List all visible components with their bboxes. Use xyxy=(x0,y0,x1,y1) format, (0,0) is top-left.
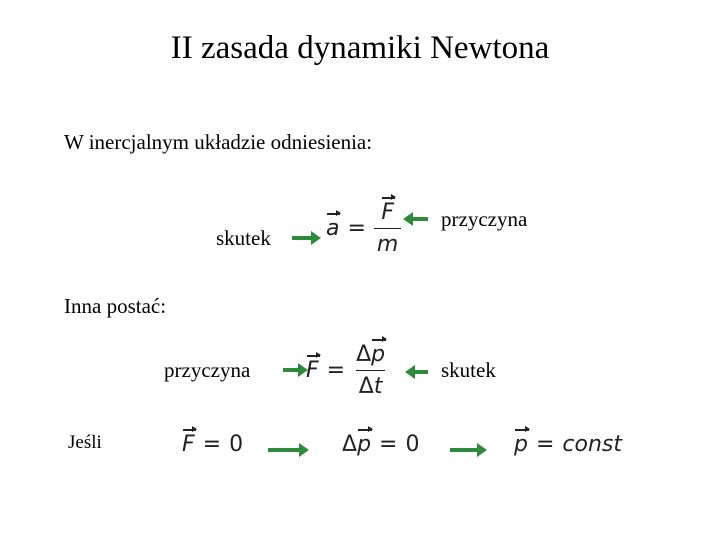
row2-lhs: F xyxy=(306,358,319,383)
row2-cause-label: przyczyna xyxy=(164,358,251,382)
row2-right-arrow-icon xyxy=(283,368,299,372)
row3-const: const xyxy=(562,432,622,457)
row3-dp-var: p xyxy=(357,432,372,457)
row1-right-arrow-icon xyxy=(292,236,312,240)
row2-equals: = xyxy=(326,358,346,383)
row2-num-var: p xyxy=(371,342,386,367)
row3-zero-1: 0 xyxy=(229,432,244,457)
row1-cause-label: przyczyna xyxy=(441,207,528,231)
row1-effect-label: skutek xyxy=(216,226,271,250)
row3-p-var: p xyxy=(514,432,528,457)
row1-lhs: a xyxy=(326,216,340,241)
alt-form-text: Inna postać: xyxy=(64,294,167,318)
row3-force-zero xyxy=(182,432,243,457)
page-title: II zasada dynamiki Newtona xyxy=(170,30,550,66)
row3-equals-3: = xyxy=(535,432,555,457)
row1-denominator: m xyxy=(374,228,401,257)
if-label: Jeśli xyxy=(68,432,102,453)
row2-left-arrow-icon xyxy=(414,370,428,374)
row2-num-delta: Δ xyxy=(356,342,372,367)
row2-effect-label: skutek xyxy=(441,358,496,382)
row3-momentum-const xyxy=(514,432,622,457)
row3-equals-2: = xyxy=(379,432,398,457)
row3-momentum-change-zero xyxy=(342,432,419,457)
row2-formula xyxy=(306,342,388,399)
row2-den-delta: Δ xyxy=(358,374,374,399)
row3-force-var: F xyxy=(182,432,195,457)
row1-numerator: F xyxy=(381,200,394,225)
row3-equals-1: = xyxy=(202,432,222,457)
row3-arrow-1-icon xyxy=(268,448,300,452)
row2-den-var: t xyxy=(373,374,383,399)
row1-equals: = xyxy=(347,216,366,241)
row1-formula xyxy=(326,200,401,257)
row1-left-arrow-icon xyxy=(412,217,428,221)
row3-zero-2: 0 xyxy=(405,432,420,457)
intro-text: W inercjalnym układzie odniesienia: xyxy=(64,130,373,154)
row3-arrow-2-icon xyxy=(450,448,478,452)
row3-delta: Δ xyxy=(342,432,358,457)
